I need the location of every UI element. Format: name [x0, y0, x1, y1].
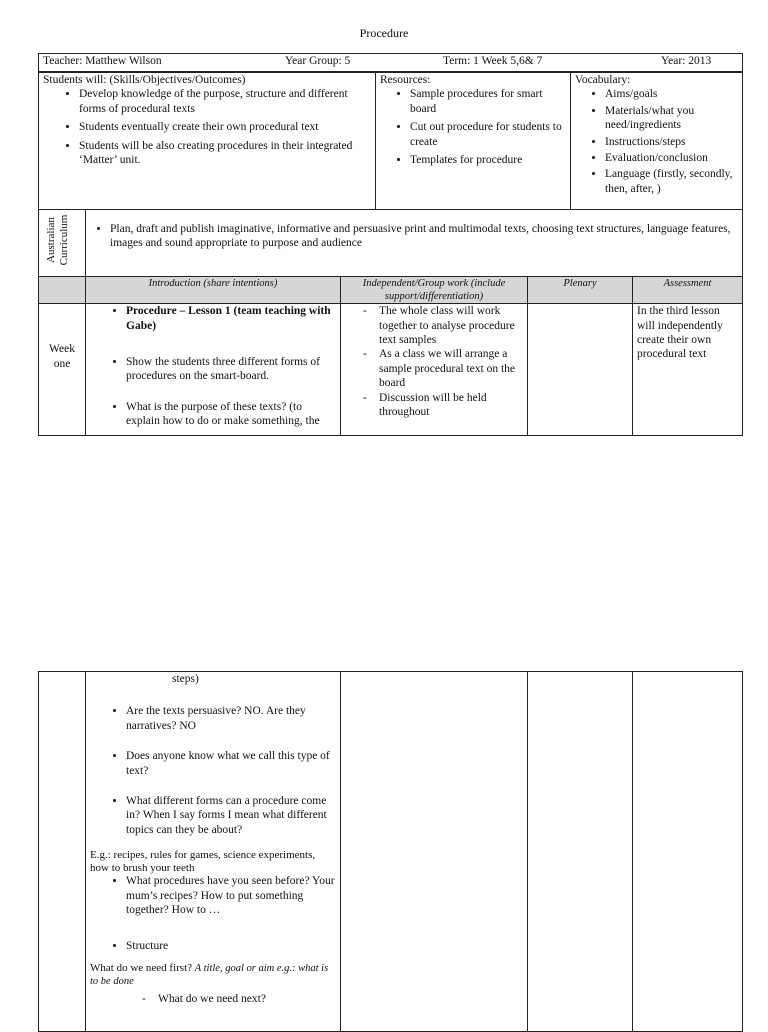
question-item: • What different forms can a procedure come in? When I say forms I mean what different topics can they be about?: [126, 794, 336, 837]
resource-item: • Templates for procedure: [410, 153, 566, 167]
curriculum-label-cell: [39, 210, 86, 277]
vocabulary-item: • Materials/what you need/ingredients: [605, 104, 738, 133]
resources-cell: [376, 73, 571, 210]
first-answer: A title, goal or aim e.g.: what is to be done: [90, 962, 329, 988]
objective-item: • Develop knowledge of the purpose, structure and different forms of procedural texts: [79, 87, 371, 116]
continuation-table: [38, 671, 743, 1032]
week-one-assessment: In the third lesson will independently create their own procedural text: [633, 304, 743, 436]
blank-header: [39, 277, 86, 304]
seen-item: • What procedures have you seen before? Your mum’s recipes? How to put something together? How to …: [126, 874, 336, 917]
independent-header: Independent/Group work (include support/differentiation): [341, 277, 528, 304]
year-cell: Year: 2013: [657, 54, 743, 72]
intro-item: • Show the students three different forms of procedures on the smart-board.: [126, 355, 336, 384]
resource-item: • Cut out procedure for students to create: [410, 120, 566, 149]
plenary-header: Plenary: [528, 277, 633, 304]
teacher-cell: Teacher: Matthew Wilson: [39, 54, 282, 72]
week-one-label: Week one: [39, 304, 86, 436]
continuation-plenary: [528, 672, 633, 1032]
page-title: Procedure: [359, 26, 409, 40]
term-cell: Term: 1 Week 5,6& 7: [439, 54, 657, 72]
continuation-blank: [39, 672, 86, 1032]
vocabulary-item: • Instructions/steps: [605, 135, 738, 149]
continued-text: steps): [172, 673, 199, 685]
continuation-independent: [341, 672, 528, 1032]
continuation-intro: [86, 672, 341, 1032]
curriculum-item: • Plan, draft and publish imaginative, informative and persuasive print and multimodal texts, choosing text structures, language features, images and sound appropriate to purpose and audience: [110, 222, 738, 251]
lesson-title: • Procedure – Lesson 1 (team teaching with Gabe): [126, 304, 336, 333]
week-one-plenary: [528, 304, 633, 436]
continuation-assessment: [633, 672, 743, 1032]
lesson-table: [38, 276, 743, 436]
curriculum-label: Australian Curriculum: [45, 214, 70, 266]
resource-item: • Sample procedures for smart board: [410, 87, 566, 116]
objectives-heading: Students will: (Skills/Objectives/Outcomes): [43, 74, 246, 86]
example-text: E.g.: recipes, rules for games, science experiments, how to brush your teeth: [90, 849, 316, 874]
resources-heading: Resources:: [380, 74, 431, 86]
year-group-cell: Year Group: 5: [281, 54, 439, 72]
first-question: What do we need first? A title, goal or aim e.g.: what is to be done: [90, 961, 329, 988]
structure-item: • Structure: [126, 939, 336, 953]
week-one-intro: [86, 304, 341, 436]
question-item: • Are the texts persuasive? NO. Are they narratives? NO: [126, 704, 336, 733]
introduction-header: Introduction (share intentions): [86, 277, 341, 304]
vocabulary-item: • Aims/goals: [605, 87, 738, 101]
objective-item: • Students will be also creating procedures in their integrated ‘Matter’ unit.: [79, 139, 371, 168]
header-row: [38, 53, 743, 72]
curriculum-text-cell: [86, 210, 743, 277]
question-item: • Does anyone know what we call this type of text?: [126, 749, 336, 778]
assessment-header: Assessment: [633, 277, 743, 304]
independent-item: - As a class we will arrange a sample procedural text on the board: [363, 347, 523, 390]
planning-row: [38, 72, 743, 210]
vocabulary-item: • Language (firstly, secondly, then, after, ): [605, 167, 738, 196]
vocabulary-cell: [571, 73, 743, 210]
vocabulary-heading: Vocabulary:: [575, 74, 631, 86]
next-question: - What do we need next?: [142, 992, 336, 1006]
curriculum-row: [38, 209, 743, 277]
objective-item: • Students eventually create their own procedural text: [79, 120, 371, 134]
intro-item: • What is the purpose of these texts? (to explain how to do or make something, the: [126, 400, 336, 429]
independent-item: - Discussion will be held throughout: [363, 391, 523, 420]
week-one-independent: [341, 304, 528, 436]
objectives-cell: [39, 73, 376, 210]
independent-item: - The whole class will work together to analyse procedure text samples: [363, 304, 523, 347]
vocabulary-item: • Evaluation/conclusion: [605, 151, 738, 165]
